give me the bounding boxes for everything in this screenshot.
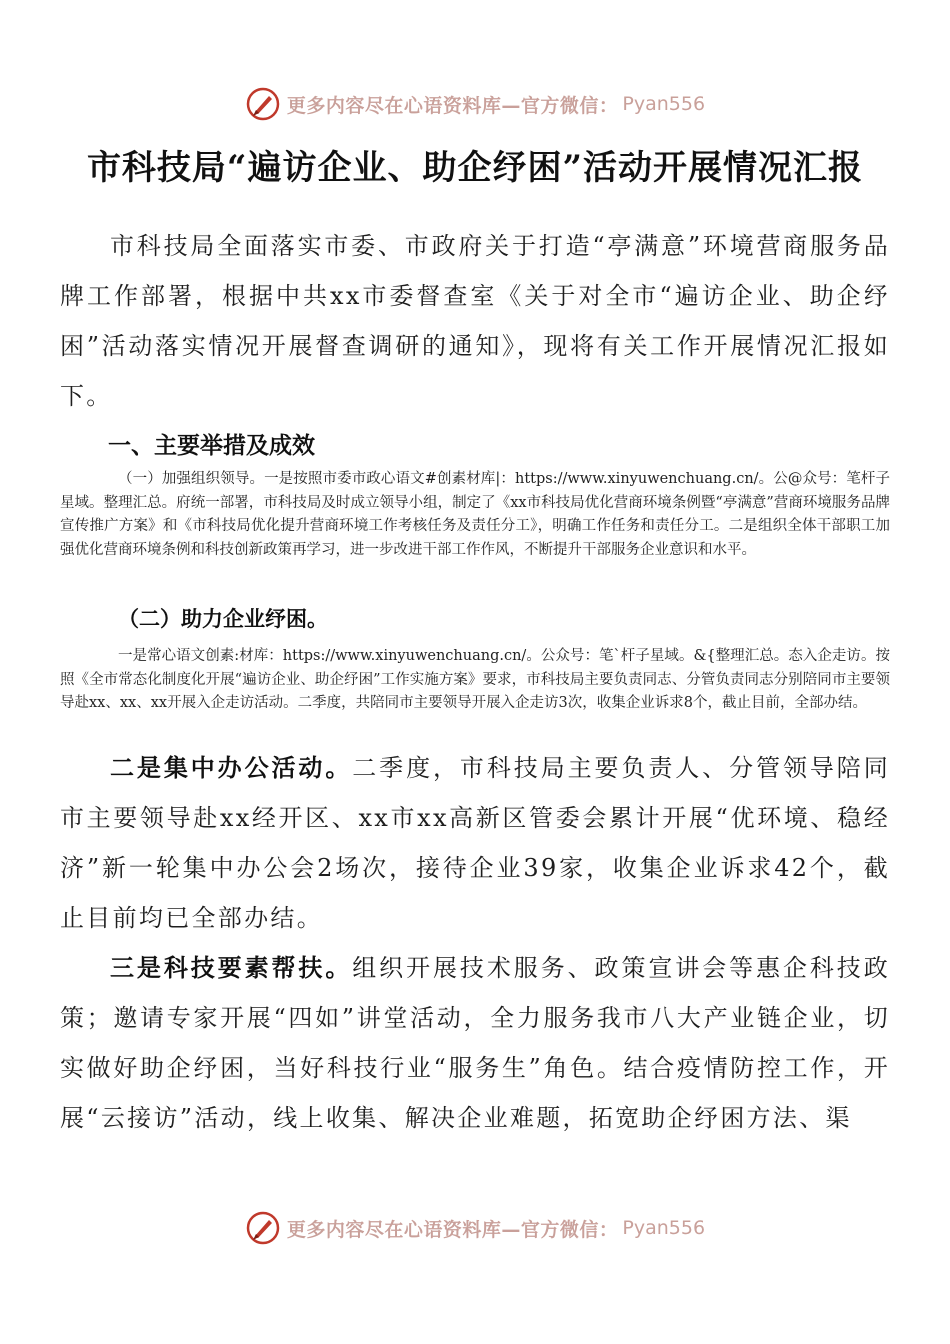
paragraph-tech-support (60, 943, 890, 1143)
section2-heading: （二）助力企业纾困。 (118, 607, 328, 631)
watermark-text: 更多内容尽在心语资料库—官方微信： (286, 94, 619, 117)
paragraph-tech-support-lead: 三是科技要素帮扶。 (110, 953, 353, 982)
document-title: 市科技局“遍访企业、助企纾困”活动开展情况汇报 (86, 148, 864, 188)
pen-nib-logo-icon (245, 1210, 281, 1246)
watermark-banner-bottom (0, 1208, 950, 1248)
paragraph-office-activity-body: 二季度，市科技局主要负责人、分管领导陪同市主要领导赴xx经开区、xx市xx高新区管委会累计开展“优环境、稳经济”新一轮集中办公会2场次，接待企业39家，收集企业诉求42个，截止目前均已全部办结。 (60, 754, 891, 932)
intro-paragraph: 市科技局全面落实市委、市政府关于打造“亭满意”环境营商服务品牌工作部署，根据中共xx市委督查室《关于对全市“遍访企业、助企纾困”活动落实情况开展督查调研的通知》，现将有关工作开展情况汇报如下。 (60, 232, 890, 410)
watermark-handle: Pyan556 (622, 93, 706, 115)
watermark-banner-top (0, 84, 950, 124)
paragraph-office-activity (60, 743, 890, 943)
watermark-text: 更多内容尽在心语资料库—官方微信： (286, 1218, 619, 1241)
section1-heading: 一、主要举措及成效 (108, 433, 315, 459)
pen-nib-logo-icon (245, 86, 281, 122)
section1-paragraph: （一）加强组织领导。一是按照市委市政心语文#创素材库|：https://www.xinyuwenchuang.cn/。公@众号：笔杆子星域。整理汇总。府统一部署，市科技局及时成立领导小组，制定了《xx市科技局优化营商环境条例暨“亭满意”营商环境服务品牌宣传推广方案》和《市科技局优化提升营商环境工作考核任务及责任分工》，明确工作任务和责任分工。二是组织全体干部职工加强优化营商环境条例和科技创新政策再学习，进一步改进干部工作作风，不断提升干部服务企业意识和水平。 (60, 471, 890, 558)
section2-paragraph: 一是常心语文创素:材库：https://www.xinyuwenchuang.cn/。公众号：笔`杆子星域。&{整理汇总。态入企走访。按照《全市常态化制度化开展“遍访企业、助企纾困”工作实施方案》要求，市科技局主要负责同志、分管负责同志分别陪同市主要领导赴xx、xx、xx开展入企走访活动。二季度，共陪同市主要领导开展入企走访3次，收集企业诉求8个，截止目前，全部办结。 (60, 648, 890, 711)
watermark-handle: Pyan556 (622, 1217, 706, 1239)
paragraph-tech-support-body: 组织开展技术服务、政策宣讲会等惠企科技政策；邀请专家开展“四如”讲堂活动，全力服务我市八大产业链企业，切实做好助企纾困，当好科技行业“服务生”角色。结合疫情防控工作，开展“云接访”活动，线上收集、解决企业难题，拓宽助企纾困方法、渠 (60, 954, 891, 1132)
paragraph-office-activity-lead: 二是集中办公活动。 (110, 753, 353, 782)
